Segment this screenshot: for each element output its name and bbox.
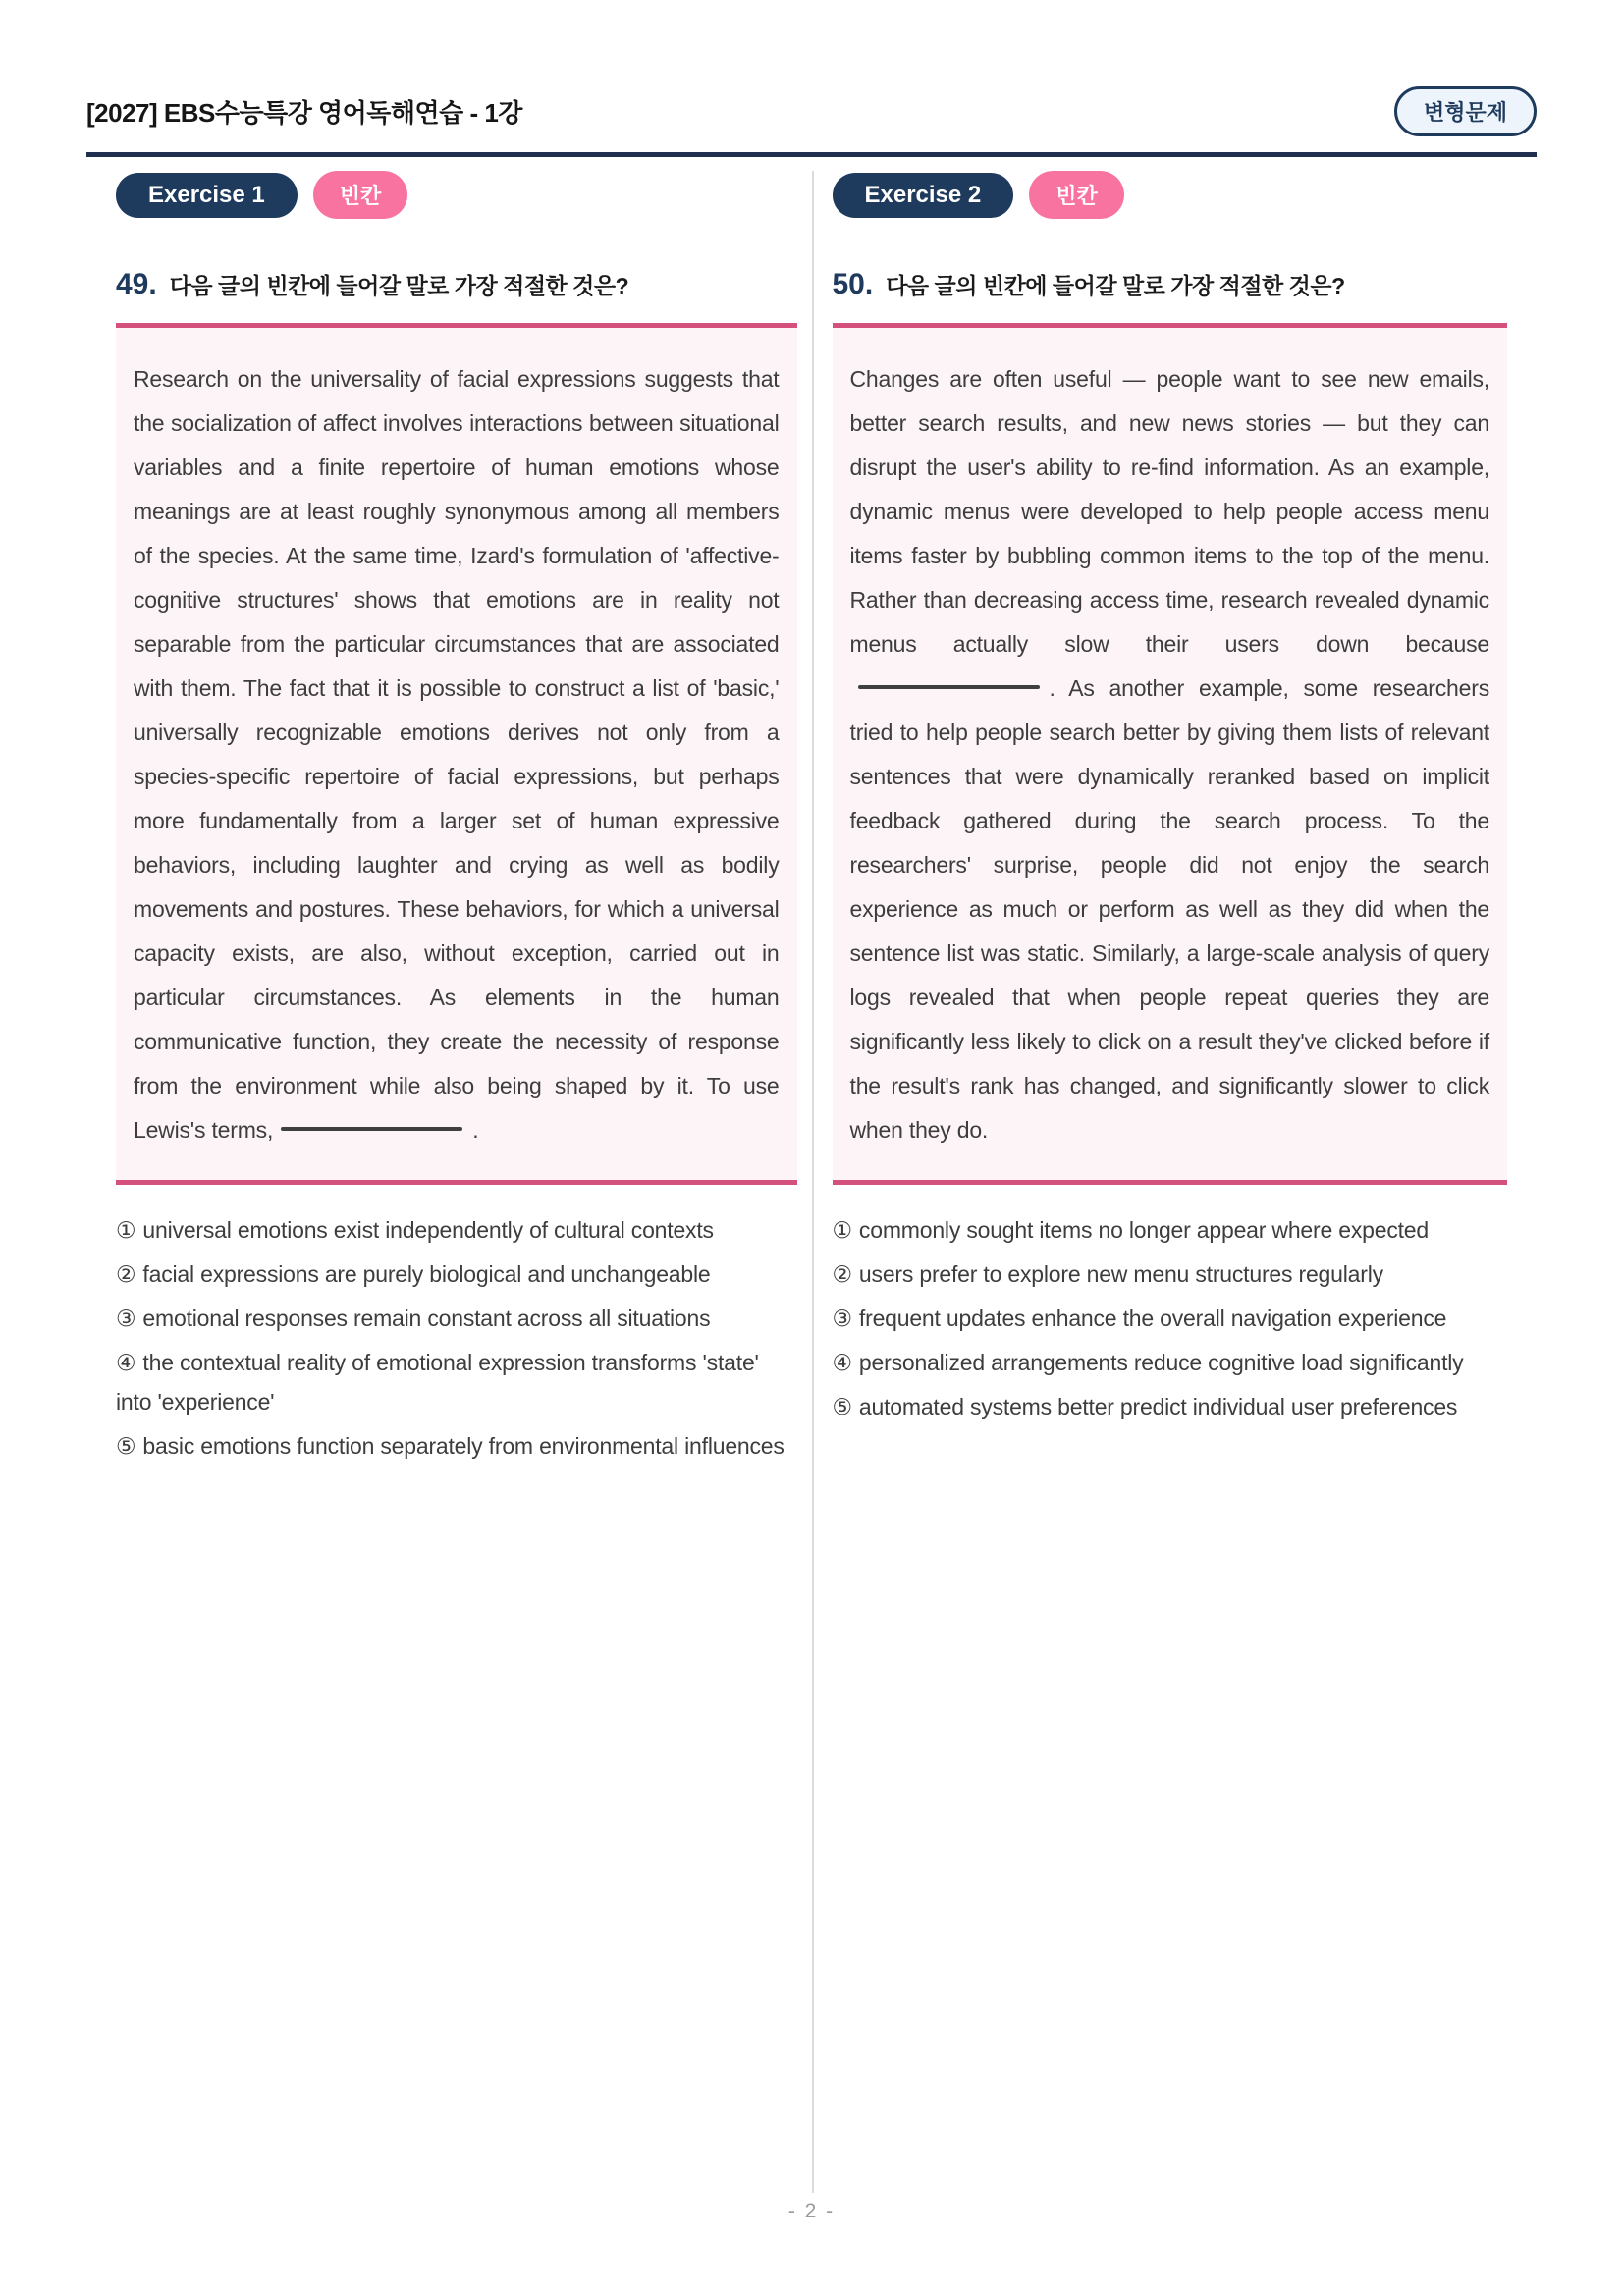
choice-2-text: facial expressions are purely biological and unchangeable <box>142 1261 711 1287</box>
choice-3-text: emotional responses remain constant across all situations <box>142 1306 711 1331</box>
column-exercise-2 <box>812 171 1623 2193</box>
question-49-number: 49. <box>116 268 157 300</box>
choice-2-marker: ② <box>832 1261 852 1287</box>
choice-4-text: the contextual reality of emotional expression transforms 'state' into 'experience' <box>116 1350 759 1415</box>
exercise-1-badge: Exercise 1 <box>116 173 298 218</box>
choice-3-marker: ③ <box>116 1306 136 1331</box>
passage-text-after-blank: . As another example, some researchers tried to help people search better by giving them lists of relevant sentences that were dynamically reranked based on implicit feedback gathered during the search process. To the researchers' surprise, people did not enjoy the search experience as much or perform as well as they did when the sentence list was static. Similarly, a large-scale analysis of query logs revealed that when people repeat queries they are significantly less likely to click on a result they've clicked before if the result's rank has changed, and significantly slower to click when they do. <box>849 675 1489 1143</box>
blank-type-badge: 빈칸 <box>1029 171 1124 219</box>
question-49-choices <box>116 1210 797 1466</box>
choice-1-marker: ① <box>832 1217 852 1243</box>
choice-5-text: automated systems better predict individual user preferences <box>858 1394 1458 1419</box>
fill-in-blank-line <box>858 685 1040 689</box>
choice-5-text: basic emotions function separately from environmental influences <box>142 1433 784 1459</box>
choice-4-text: personalized arrangements reduce cognitive load significantly <box>858 1350 1464 1375</box>
question-49-text: 다음 글의 빈칸에 들어갈 말로 가장 적절한 것은? <box>169 273 629 298</box>
choice-5-marker: ⑤ <box>832 1394 852 1419</box>
question-50-choices <box>833 1210 1508 1426</box>
question-50-number: 50. <box>832 268 874 300</box>
choice-5-marker: ⑤ <box>116 1433 136 1459</box>
choice-3-marker: ③ <box>832 1306 852 1331</box>
column-exercise-1 <box>0 171 812 2193</box>
choice-4-marker: ④ <box>116 1350 136 1375</box>
page-header <box>0 0 1623 136</box>
choice-1 <box>116 1210 797 1250</box>
question-50-title <box>833 268 1508 301</box>
choice-2-marker: ② <box>116 1261 136 1287</box>
header-divider-rule <box>86 152 1537 157</box>
badge-row <box>833 171 1508 219</box>
page-number: - 2 - <box>787 2200 836 2222</box>
choice-2 <box>833 1255 1508 1294</box>
two-column-layout <box>0 171 1623 2193</box>
choice-3-text: frequent updates enhance the overall navigation experience <box>858 1306 1447 1331</box>
fill-in-blank-line <box>281 1127 462 1131</box>
choice-4 <box>116 1343 797 1421</box>
question-49-passage <box>116 323 797 1185</box>
question-50-passage <box>833 323 1508 1185</box>
choice-3 <box>116 1299 797 1338</box>
choice-5 <box>116 1426 797 1466</box>
choice-2-text: users prefer to explore new menu structures regularly <box>858 1261 1383 1287</box>
choice-2 <box>116 1255 797 1294</box>
exercise-2-badge: Exercise 2 <box>833 173 1014 218</box>
choice-5 <box>833 1387 1508 1426</box>
choice-3 <box>833 1299 1508 1338</box>
choice-4-marker: ④ <box>832 1350 852 1375</box>
choice-1-text: commonly sought items no longer appear where expected <box>858 1217 1429 1243</box>
question-49-title <box>116 268 797 301</box>
passage-text-before-blank: Research on the universality of facial expressions suggests that the socialization of affect involves interactions between situational variables and a finite repertoire of human emotions whose meanings are at least roughly synonymous among all members of the species. At the same time, Izard's formulation of 'affective-cognitive structures' shows that emotions are in reality not separable from the particular circumstances that are associated with them. The fact that it is possible to construct a list of 'basic,' universally recognizable emotions derives not only from a species-specific repertoire of facial expressions, but perhaps more fundamentally from a larger set of human expressive behaviors, including laughter and crying as well as bodily movements and postures. These behaviors, for which a universal capacity exists, are also, without exception, carried out in particular circumstances. As elements in the human communicative function, they create the necessity of response from the environment while also being shaped by it. To use Lewis's terms, <box>134 366 780 1143</box>
choice-1-marker: ① <box>116 1217 136 1243</box>
choice-1 <box>833 1210 1508 1250</box>
badge-row <box>116 171 797 219</box>
passage-text-after-blank: . <box>472 1117 479 1143</box>
question-50-text: 다음 글의 빈칸에 들어갈 말로 가장 적절한 것은? <box>886 273 1345 298</box>
passage-text-before-blank: Changes are often useful — people want to see new emails, better search results, and new news stories — but they can disrupt the user's ability to re-find information. As an example, dynamic menus were developed to help people access menu items faster by bubbling common items to the top of the menu. Rather than decreasing access time, research revealed dynamic menus actually slow their users down because <box>849 366 1489 657</box>
page-title: [2027] EBS수능특강 영어독해연습 - 1강 <box>86 98 522 128</box>
choice-4 <box>833 1343 1508 1382</box>
choice-1-text: universal emotions exist independently of cultural contexts <box>142 1217 714 1243</box>
variant-problem-badge: 변형문제 <box>1394 86 1537 136</box>
blank-type-badge: 빈칸 <box>313 171 408 219</box>
